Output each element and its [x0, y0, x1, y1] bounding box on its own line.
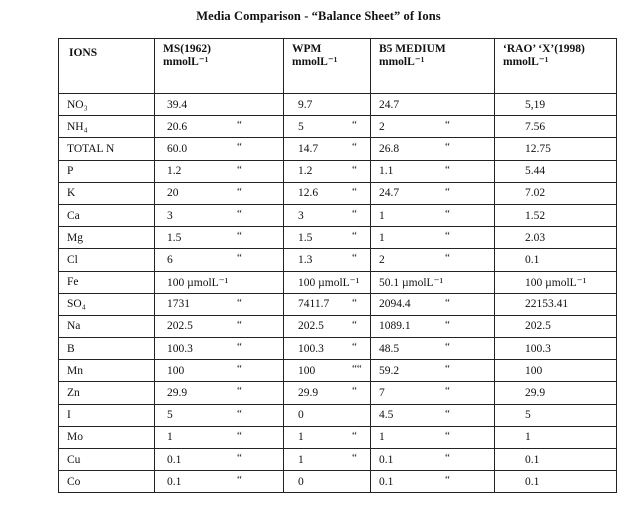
header-b5-medium [371, 39, 495, 94]
ion-name: B [59, 338, 155, 360]
cell-value: 100 µmolL⁻¹ [298, 277, 360, 290]
ion-name: I [59, 404, 155, 426]
ditto-mark: “ [445, 230, 450, 243]
ion-name: Cu [59, 449, 155, 471]
cell-value: 100 µmolL⁻¹ [525, 277, 587, 290]
header-unit: mmolL⁻¹ [163, 56, 209, 68]
ion-name: P [59, 160, 155, 182]
header-label: WPM [292, 43, 322, 55]
ditto-mark: “ [237, 407, 242, 420]
ditto-mark: “ [237, 363, 242, 376]
cell-value: 26.8 [379, 142, 400, 155]
table-row [59, 271, 617, 293]
table-row [59, 249, 617, 271]
cell-value: 0.1 [167, 475, 182, 488]
table-cell [284, 404, 371, 426]
table-row [59, 360, 617, 382]
cell-value: 5 [525, 409, 531, 422]
table-row [59, 404, 617, 426]
header-row [59, 39, 617, 94]
cell-value: 5 [167, 409, 173, 422]
ditto-mark: “ [237, 296, 242, 309]
table-cell [284, 293, 371, 315]
table-cell [371, 449, 495, 471]
table-cell [495, 471, 617, 493]
ditto-mark: “ [352, 385, 357, 398]
ditto-mark: “ [445, 452, 450, 464]
table-cell [371, 426, 495, 448]
cell-value: 1731 [167, 298, 190, 311]
cell-value: 5 [298, 120, 304, 133]
table-cell [495, 94, 617, 116]
cell-value: 0 [298, 475, 304, 488]
cell-value: 59.2 [379, 364, 400, 377]
cell-value: 100.3 [298, 342, 324, 355]
ditto-mark: “ [445, 407, 450, 420]
table-row [59, 471, 617, 493]
table-cell [371, 138, 495, 160]
ion-comparison-table [58, 38, 617, 493]
table-cell [495, 426, 617, 448]
table-cell [155, 182, 284, 204]
cell-value: 12.75 [525, 142, 551, 155]
table-cell [284, 204, 371, 226]
table-cell [155, 227, 284, 249]
table-cell [371, 338, 495, 360]
ditto-mark: “ [237, 163, 242, 176]
table-row [59, 338, 617, 360]
table-cell [284, 471, 371, 493]
cell-value: 1 [298, 431, 304, 444]
table-cell [155, 449, 284, 471]
table-cell [284, 94, 371, 116]
cell-value: 29.9 [525, 387, 546, 400]
ditto-mark: “ [237, 452, 242, 464]
table-cell [155, 271, 284, 293]
table-cell [155, 249, 284, 271]
cell-value: 7.56 [525, 120, 546, 133]
table-row [59, 204, 617, 226]
table-cell [495, 182, 617, 204]
cell-value: 24.7 [379, 187, 400, 200]
ion-name: Mn [59, 360, 155, 382]
ditto-mark: “ [445, 341, 450, 354]
table-cell [284, 160, 371, 182]
ditto-mark: “ [237, 429, 242, 442]
table-cell [284, 249, 371, 271]
table-cell [495, 116, 617, 138]
header-label: B5 MEDIUM [379, 43, 446, 55]
ion-name: TOTAL N [59, 138, 155, 160]
table-cell [495, 382, 617, 404]
cell-value: 1.2 [298, 165, 313, 178]
table-cell [155, 426, 284, 448]
cell-value: 14.7 [298, 142, 319, 155]
table-row [59, 138, 617, 160]
cell-value: 1.5 [298, 231, 313, 244]
ditto-mark: “ [352, 230, 357, 243]
ditto-mark: “ [237, 318, 242, 331]
ditto-mark: “ [445, 385, 450, 398]
ditto-mark: “ [352, 185, 357, 198]
ditto-mark: “ [352, 429, 357, 442]
table-cell [155, 471, 284, 493]
cell-value: 1 [525, 431, 531, 444]
ion-name: Cl [59, 249, 155, 271]
table-cell [371, 293, 495, 315]
table-cell [495, 227, 617, 249]
table-cell [155, 360, 284, 382]
ditto-mark: “ [352, 141, 357, 154]
table-row [59, 116, 617, 138]
table-cell [371, 227, 495, 249]
cell-value: 0.1 [525, 475, 540, 488]
ditto-mark: “ [352, 252, 357, 265]
ditto-mark: “ [237, 141, 242, 154]
cell-value: 7.02 [525, 187, 546, 200]
header-ions [59, 39, 155, 94]
ditto-mark: “ [445, 363, 450, 376]
cell-value: 100 [167, 364, 185, 377]
ditto-mark: “ [445, 474, 450, 487]
header-unit: mmolL⁻¹ [503, 56, 549, 68]
table-cell [155, 404, 284, 426]
cell-value: 1.5 [167, 231, 182, 244]
table-cell [284, 449, 371, 471]
cell-value: 1 [167, 431, 173, 444]
table-row [59, 293, 617, 315]
cell-value: 0.1 [525, 253, 540, 266]
ditto-mark: “ [237, 230, 242, 243]
table-cell [284, 426, 371, 448]
cell-value: 9.7 [298, 98, 313, 111]
ion-name: Zn [59, 382, 155, 404]
table-cell [495, 249, 617, 271]
cell-value: 100 [525, 364, 543, 377]
cell-value: 7 [379, 387, 385, 400]
cell-value: 39.4 [167, 98, 188, 111]
table-cell [371, 471, 495, 493]
cell-value: 60.0 [167, 142, 188, 155]
table-cell [495, 160, 617, 182]
cell-value: 1.3 [298, 253, 313, 266]
ion-name: Ca [59, 204, 155, 226]
cell-value: 100 [298, 364, 316, 377]
cell-value: 1.1 [379, 165, 394, 178]
table-cell [495, 204, 617, 226]
ion-name: NO₃ [59, 94, 155, 116]
table-cell [371, 249, 495, 271]
ditto-mark: “ [352, 318, 357, 331]
table-cell [371, 360, 495, 382]
ditto-mark: “ [352, 163, 357, 176]
table-cell [371, 382, 495, 404]
table-cell [371, 116, 495, 138]
cell-value: 29.9 [298, 387, 319, 400]
ditto-mark: ““ [352, 363, 362, 376]
table-cell [371, 315, 495, 337]
table-cell [155, 94, 284, 116]
cell-value: 202.5 [167, 320, 193, 333]
table-cell [371, 160, 495, 182]
table-cell [371, 271, 495, 293]
cell-value: 12.6 [298, 187, 319, 200]
cell-value: 100 µmolL⁻¹ [167, 277, 229, 290]
ditto-mark: “ [352, 296, 357, 309]
ditto-mark: “ [237, 119, 242, 132]
ditto-mark: “ [445, 207, 450, 220]
ditto-mark: “ [352, 119, 357, 132]
cell-value: 1 [379, 431, 385, 444]
table-cell [284, 138, 371, 160]
cell-value: 2 [379, 120, 385, 133]
ion-name: Fe [59, 271, 155, 293]
header-wpm [284, 39, 371, 94]
ditto-mark: “ [352, 452, 357, 464]
table-cell [495, 404, 617, 426]
table-cell [495, 360, 617, 382]
cell-value: 0.1 [525, 453, 540, 466]
ditto-mark: “ [445, 185, 450, 198]
table-cell [155, 204, 284, 226]
table-row [59, 382, 617, 404]
table-cell [155, 315, 284, 337]
ditto-mark: “ [445, 141, 450, 154]
cell-value: 2094.4 [379, 298, 411, 311]
table-cell [495, 315, 617, 337]
ditto-mark: “ [352, 341, 357, 354]
cell-value: 202.5 [525, 320, 551, 333]
table-cell [155, 293, 284, 315]
table-cell [284, 382, 371, 404]
cell-value: 22153.41 [525, 298, 569, 311]
ditto-mark: “ [445, 252, 450, 265]
cell-value: 0.1 [379, 453, 394, 466]
cell-value: 0.1 [167, 453, 182, 466]
table-row [59, 227, 617, 249]
header-label: ‘RAO’ ‘X’(1998) [503, 43, 585, 55]
ditto-mark: “ [352, 207, 357, 220]
header-unit: mmolL⁻¹ [292, 56, 338, 68]
table-cell [495, 338, 617, 360]
ion-name: Na [59, 315, 155, 337]
table-cell [284, 338, 371, 360]
table-row [59, 315, 617, 337]
table-row [59, 94, 617, 116]
ion-name: Mg [59, 227, 155, 249]
ion-name: SO₄ [59, 293, 155, 315]
ditto-mark: “ [237, 185, 242, 198]
cell-value: 100.3 [525, 342, 551, 355]
cell-value: 6 [167, 253, 173, 266]
cell-value: 2.03 [525, 231, 546, 244]
table-cell [284, 182, 371, 204]
cell-value: 1 [298, 453, 304, 466]
ditto-mark: “ [237, 474, 242, 487]
ditto-mark: “ [237, 341, 242, 354]
table-row [59, 182, 617, 204]
ditto-mark: “ [445, 318, 450, 331]
table-cell [284, 315, 371, 337]
cell-value: 5,19 [525, 98, 546, 111]
cell-value: 7411.7 [298, 298, 330, 311]
cell-value: 1 [379, 231, 385, 244]
table-cell [155, 138, 284, 160]
header-label: MS(1962) [163, 43, 211, 55]
cell-value: 1 [379, 209, 385, 222]
cell-value: 0 [298, 409, 304, 422]
table-cell [495, 293, 617, 315]
table-cell [371, 404, 495, 426]
cell-value: 3 [167, 209, 173, 222]
table-row [59, 160, 617, 182]
table-cell [371, 182, 495, 204]
table-row [59, 426, 617, 448]
ion-name: Mo [59, 426, 155, 448]
cell-value: 1.2 [167, 165, 182, 178]
table-cell [495, 449, 617, 471]
table-cell [371, 94, 495, 116]
cell-value: 1089.1 [379, 320, 411, 333]
table-cell [371, 204, 495, 226]
ditto-mark: “ [237, 385, 242, 398]
table-cell [284, 360, 371, 382]
cell-value: 0.1 [379, 475, 394, 488]
ditto-mark: “ [445, 119, 450, 132]
table-cell [495, 271, 617, 293]
cell-value: 1.52 [525, 209, 546, 222]
ion-name: K [59, 182, 155, 204]
cell-value: 29.9 [167, 387, 188, 400]
ditto-mark: “ [445, 429, 450, 442]
header-ms1962 [155, 39, 284, 94]
table-cell [495, 138, 617, 160]
cell-value: 4.5 [379, 409, 394, 422]
table-cell [284, 116, 371, 138]
cell-value: 20 [167, 187, 179, 200]
table-cell [155, 160, 284, 182]
table-cell [155, 338, 284, 360]
ion-name: NH₄ [59, 116, 155, 138]
document-title: Media Comparison - “Balance Sheet” of Ions [196, 9, 441, 23]
table-cell [155, 382, 284, 404]
header-rao-x-1998 [495, 39, 617, 94]
ditto-mark: “ [237, 252, 242, 265]
ion-rows [59, 94, 617, 493]
ditto-mark: “ [445, 296, 450, 309]
cell-value: 50.1 µmolL⁻¹ [379, 277, 444, 290]
ditto-mark: “ [445, 163, 450, 176]
cell-value: 2 [379, 253, 385, 266]
table-cell [155, 116, 284, 138]
header-unit: mmolL⁻¹ [379, 56, 425, 68]
cell-value: 24.7 [379, 98, 400, 111]
table-cell [284, 271, 371, 293]
cell-value: 202.5 [298, 320, 324, 333]
ion-name: Co [59, 471, 155, 493]
table-row [59, 449, 617, 471]
table-cell [284, 227, 371, 249]
cell-value: 3 [298, 209, 304, 222]
cell-value: 5.44 [525, 165, 546, 178]
cell-value: 20.6 [167, 120, 188, 133]
header-label: IONS [69, 47, 98, 59]
cell-value: 48.5 [379, 342, 400, 355]
cell-value: 100.3 [167, 342, 193, 355]
ditto-mark: “ [237, 207, 242, 220]
